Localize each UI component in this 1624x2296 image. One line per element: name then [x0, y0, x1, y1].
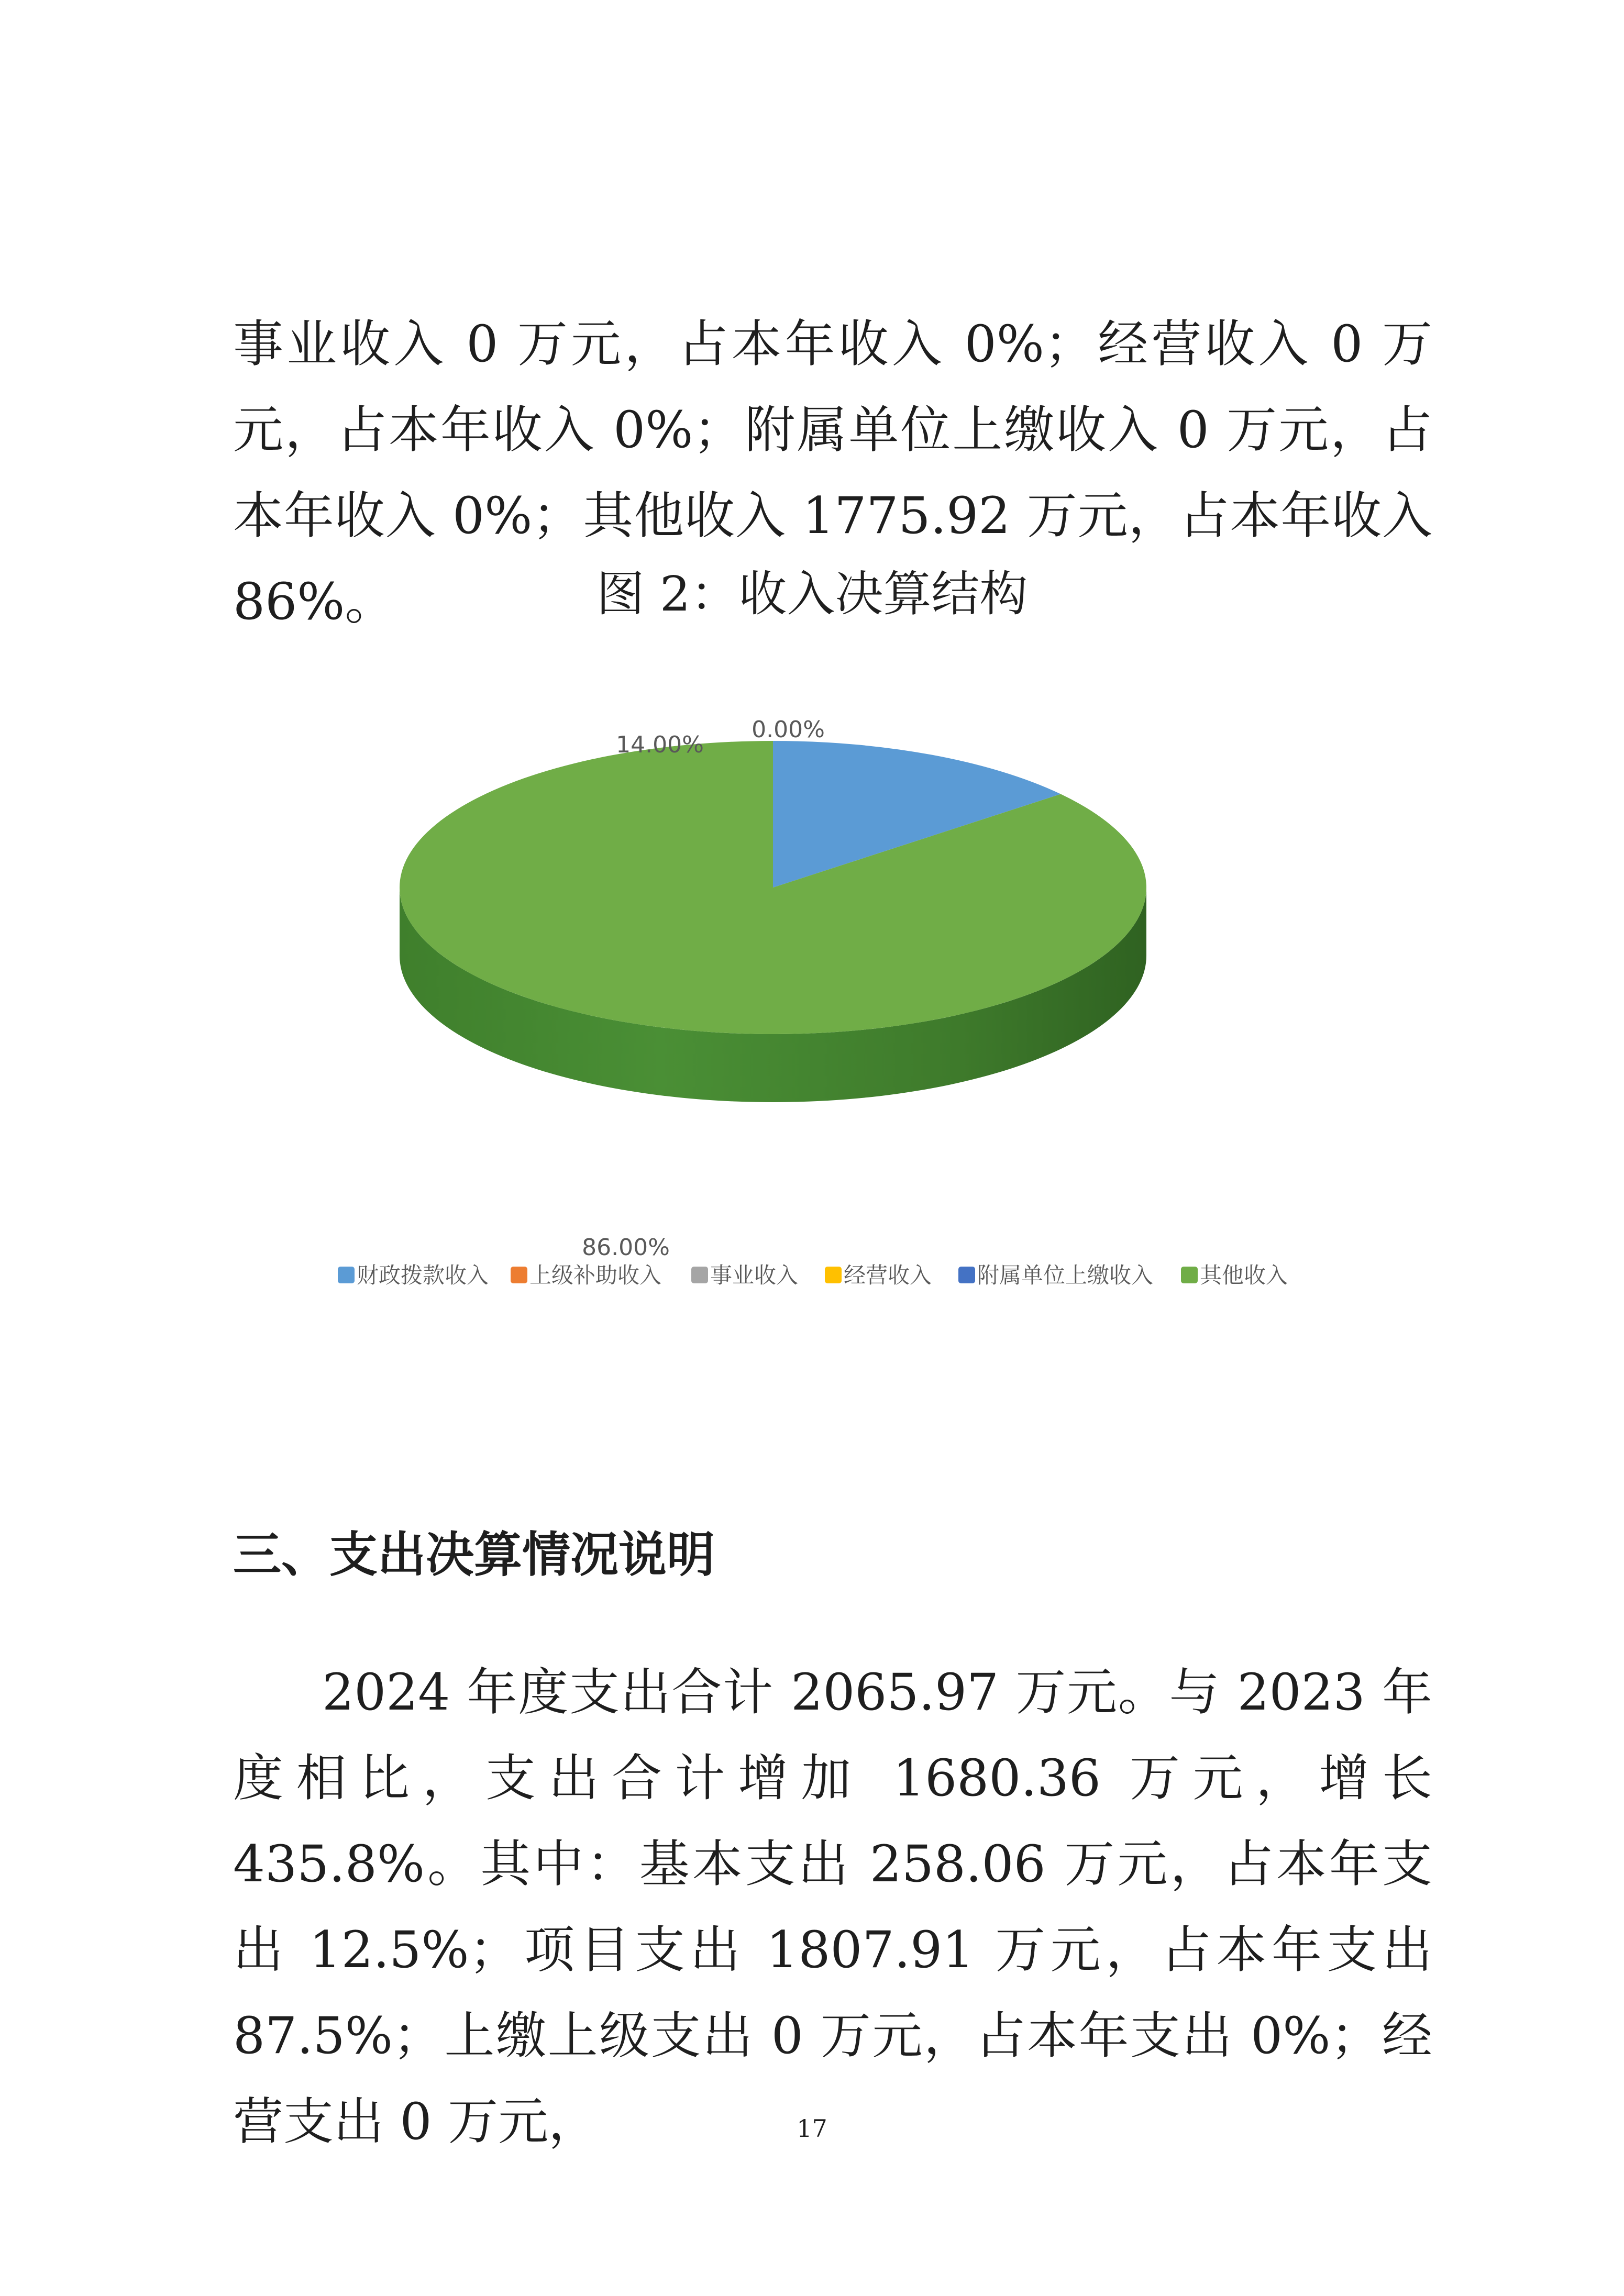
pie-label-0: 14.00%	[616, 731, 704, 758]
page-number: 17	[797, 2114, 827, 2143]
legend-label-0: 财政拨款收入	[357, 1262, 489, 1288]
legend-swatch-3	[825, 1267, 842, 1283]
intro-paragraph: 事业收入 0 万元，占本年收入 0%；经营收入 0 万元，占本年收入 0%；附属单位上缴收入 0 万元，占本年收入 0%；其他收入 1775.92 万元，占本年收入 86%。	[233, 315, 1432, 631]
legend-swatch-0	[338, 1267, 355, 1283]
legend-label-2: 事业收入	[710, 1262, 799, 1288]
legend-label-1: 上级补助收入	[529, 1262, 662, 1288]
figure-caption: 图 2：收入决算结构	[596, 566, 1028, 622]
legend-label-3: 经营收入	[844, 1262, 932, 1288]
legend-swatch-1	[511, 1267, 527, 1283]
pie-label-5: 86.00%	[582, 1234, 670, 1261]
legend-label-4: 附属单位上缴收入	[977, 1262, 1154, 1288]
legend-swatch-2	[691, 1267, 708, 1283]
legend-swatch-4	[958, 1267, 975, 1283]
legend-label-5: 其他收入	[1200, 1262, 1288, 1288]
section-heading: 三、支出决算情况说明	[233, 1527, 715, 1583]
pie-label-1: 0.00%	[752, 716, 825, 743]
body-paragraph: 2024 年度支出合计 2065.97 万元。与 2023 年度相比，支出合计增加 1680.36 万元，增长 435.8%。其中：基本支出 258.06 万元，占本年支出 12.5%；项目支出 1807.91 万元，占本年支出 87.5%；上缴上级支出 0 万元，占本年支出 0%；经营支出 0 万元，	[233, 1663, 1432, 2151]
legend-swatch-5	[1181, 1267, 1198, 1283]
income-structure-chart	[357, 707, 1288, 1314]
